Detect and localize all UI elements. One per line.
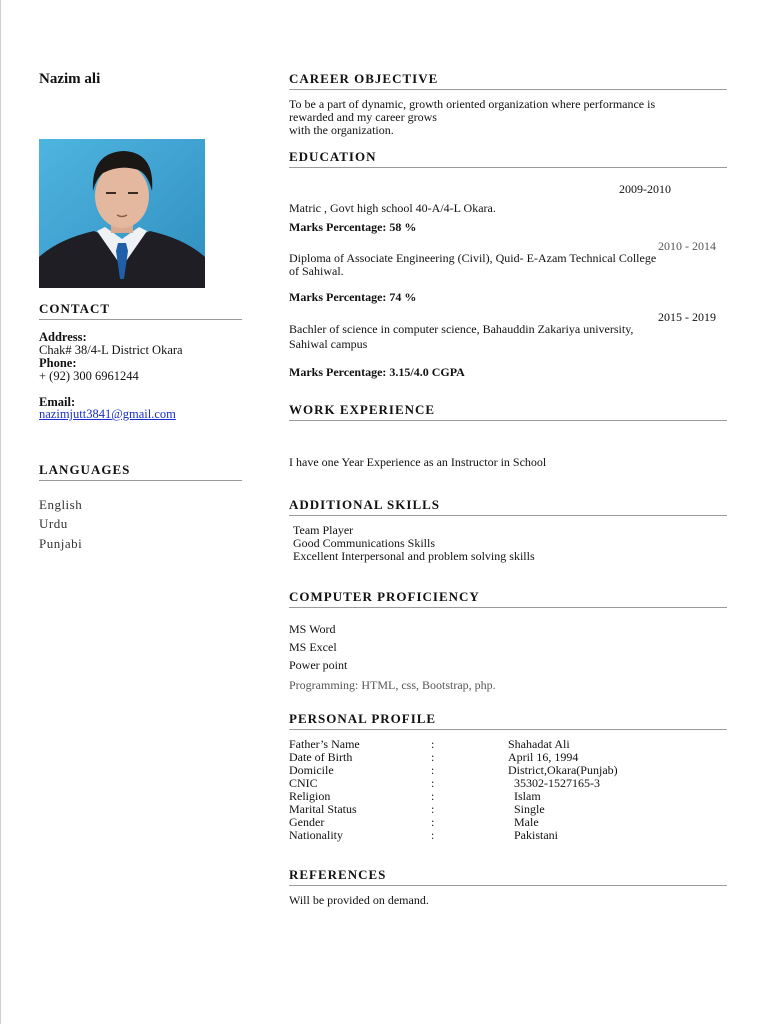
profile-label: Religion xyxy=(289,789,331,803)
career-objective-heading: CAREER OBJECTIVE xyxy=(289,71,727,90)
profile-value: April 16, 1994 xyxy=(508,750,579,764)
profile-label: Date of Birth xyxy=(289,750,353,764)
languages-heading: LANGUAGES xyxy=(39,462,242,481)
career-objective-line: rewarded and my career grows xyxy=(289,110,437,124)
skill-item: Team Player xyxy=(293,523,354,537)
candidate-name: Nazim ali xyxy=(39,71,101,87)
skill-item: Good Communications Skills xyxy=(293,536,436,550)
address-label: Address: xyxy=(39,330,87,344)
language-item: Punjabi xyxy=(39,536,83,551)
profile-value: District,Okara(Punjab) xyxy=(508,763,618,777)
references-heading: REFERENCES xyxy=(289,867,727,886)
profile-label: Nationality xyxy=(289,828,343,842)
proficiency-item: Programming: HTML, css, Bootstrap, php. xyxy=(289,678,496,692)
profile-separator: : xyxy=(431,802,435,816)
profile-value: Shahadat Ali xyxy=(508,737,570,751)
education-years: 2015 - 2019 xyxy=(658,310,716,324)
computer-proficiency-heading: COMPUTER PROFICIENCY xyxy=(289,589,727,608)
work-experience-heading: WORK EXPERIENCE xyxy=(289,402,727,421)
education-heading: EDUCATION xyxy=(289,149,727,168)
skill-item: Excellent Interpersonal and problem solving skills xyxy=(293,549,535,563)
profile-label: Domicile xyxy=(289,763,334,777)
profile-separator: : xyxy=(431,828,435,842)
proficiency-item: MS Excel xyxy=(289,640,337,654)
education-marks: Marks Percentage: 3.15/4.0 CGPA xyxy=(289,365,465,379)
career-objective-line: with the organization. xyxy=(289,123,394,137)
education-institution: Bachler of science in computer science, Bahauddin Zakariya university, xyxy=(289,322,634,336)
education-institution: of Sahiwal. xyxy=(289,264,344,278)
profile-value: Male xyxy=(508,815,539,829)
education-marks: Marks Percentage: 74 % xyxy=(289,290,417,304)
profile-label: Gender xyxy=(289,815,325,829)
personal-profile-heading: PERSONAL PROFILE xyxy=(289,711,727,730)
profile-row xyxy=(289,829,729,842)
profile-separator: : xyxy=(431,737,435,751)
profile-value: Pakistani xyxy=(508,828,558,842)
profile-separator: : xyxy=(431,789,435,803)
profile-label: CNIC xyxy=(289,776,318,790)
page-left-edge xyxy=(0,0,1,1024)
education-institution: Diploma of Associate Engineering (Civil), Quid- E-Azam Technical College xyxy=(289,251,657,265)
profile-separator: : xyxy=(431,763,435,777)
career-objective-line: To be a part of dynamic, growth oriented organization where performance is xyxy=(289,97,656,111)
profile-photo xyxy=(39,139,205,288)
proficiency-item: Power point xyxy=(289,658,348,672)
profile-separator: : xyxy=(431,815,435,829)
language-item: Urdu xyxy=(39,516,68,531)
profile-separator: : xyxy=(431,776,435,790)
phone-label: Phone: xyxy=(39,356,77,370)
email-label: Email: xyxy=(39,395,76,409)
education-institution: Sahiwal campus xyxy=(289,337,368,351)
profile-label: Marital Status xyxy=(289,802,357,816)
contact-heading: CONTACT xyxy=(39,301,242,320)
phone-value: + (92) 300 6961244 xyxy=(39,369,139,383)
education-years: 2009-2010 xyxy=(619,182,671,196)
profile-value: Islam xyxy=(508,789,541,803)
additional-skills-heading: ADDITIONAL SKILLS xyxy=(289,497,727,516)
education-marks: Marks Percentage: 58 % xyxy=(289,220,417,234)
profile-value: Single xyxy=(508,802,545,816)
work-experience-text: I have one Year Experience as an Instructor in School xyxy=(289,455,547,469)
education-years: 2010 - 2014 xyxy=(658,239,716,253)
email-link[interactable]: nazimjutt3841@gmail.com xyxy=(39,407,176,421)
references-text: Will be provided on demand. xyxy=(289,893,429,907)
address-value: Chak# 38/4-L District Okara xyxy=(39,343,183,357)
proficiency-item: MS Word xyxy=(289,622,336,636)
education-institution: Matric , Govt high school 40-A/4-L Okara. xyxy=(289,201,496,215)
language-item: English xyxy=(39,497,83,512)
profile-separator: : xyxy=(431,750,435,764)
profile-label: Father’s Name xyxy=(289,737,360,751)
profile-value: 35302-1527165-3 xyxy=(508,776,600,790)
